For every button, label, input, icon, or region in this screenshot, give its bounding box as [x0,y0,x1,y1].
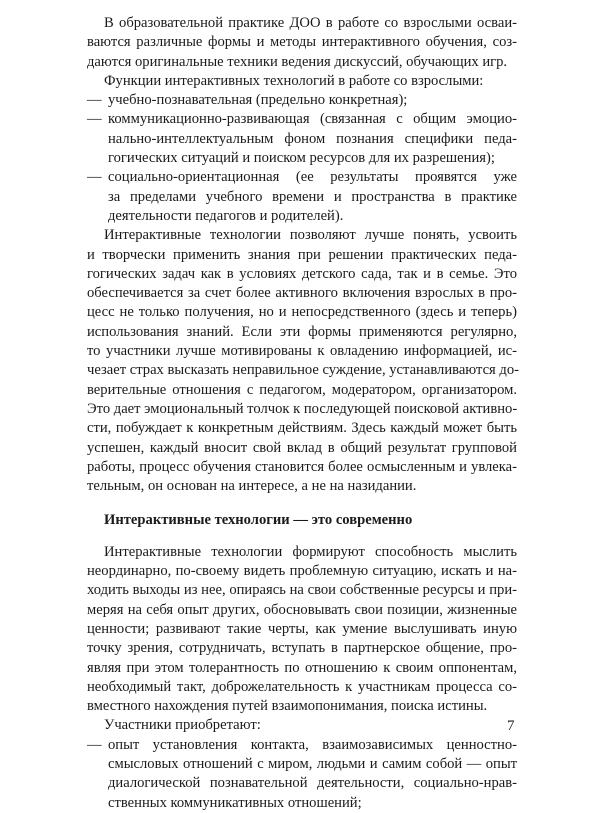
list-item [87,91,517,110]
list-dash: — [87,111,102,128]
text-line: цесс не только получения, но и непосредственного (здесь и теперь) [87,304,517,321]
section-heading: Интерактивные технологии — это современно [104,512,413,529]
text-line: опыт установления контакта, взаимозависимых ценностно- [108,736,517,753]
text-line: сти, побуждает к конкретным действиям. Здесь каждый может быть [87,420,517,437]
text-line: тельным, он основан на интересе, а не на назидании. [87,478,417,495]
text-line: смысловых отношений с миром, людьми и самим собой — опыт [108,755,517,772]
text-line: диалогической познавательной деятельности, социально-нрав- [108,775,517,792]
paragraph [87,72,517,91]
text-line: деятельности педагогов и родителей). [108,207,344,224]
list-item [87,736,517,813]
text-line: ценности; развивают такие черты, как умение выслушивать иную [87,620,517,637]
text-line: являя при этом толерантность по отношению к своим оппонентам, [87,659,517,676]
text-line: необходимый такт, доброжелательность к участникам процесса со- [87,678,517,695]
text-line: гогических задач как в условиях детского сада, так и в семье. Это [87,265,517,282]
text-line: работы, процесс обучения становится более осмысленным и увлека- [87,458,517,475]
text-line: за пределами учебного времени и пространства в практике [108,188,517,205]
text-line: В образовательной практике ДОО в работе со взрослыми осваи- [104,15,517,31]
paragraph [87,226,517,496]
list-item [87,110,517,168]
text-line: ственных коммуникативных отношений; [108,794,362,811]
text-line: обеспечивается за счет более активного включения взрослых в про- [87,285,517,302]
text-line: Функции интерактивных технологий в работе со взрослыми: [104,72,484,89]
text-line: чезает страх высказать неправильное суждение, устанавливаются до- [87,362,519,379]
text-line: учебно-познавательная (предельно конкретная); [108,92,408,109]
text-line: ваются различные формы и методы интерактивного обучения, соз- [87,34,517,51]
text-line: гогических ситуаций и поиском ресурсов для их разрешения); [108,150,495,167]
text-line: Интерактивные технологии позволяют лучше понять, усвоить [104,227,517,244]
text-line: точку зрения, сотрудничать, вступать в партнерское общение, про- [87,640,517,657]
paragraph [87,716,517,735]
paragraph [87,543,517,717]
text-line: то участники лучше мотивированы к овладению информацией, ис- [87,343,517,360]
text-line: ходить выходы из нее, опираясь на свои собственные ресурсы и при- [87,582,517,599]
list-dash: — [87,736,102,753]
page-body [87,14,517,813]
text-line: Это дает эмоциональный толчок к последующей поисковой активно- [87,400,518,417]
text-line: неординарно, по-своему видеть проблемную ситуацию, искать и на- [87,563,517,580]
text-line: Интерактивные технологии формируют способность мыслить [104,543,517,560]
paragraph [87,14,517,72]
text-line: верительные отношения с педагогом, модератором, организатором. [87,381,517,398]
text-line: социально-ориентационная (ее результаты проявятся уже [108,169,517,186]
list-dash: — [87,92,102,109]
text-line: Участники приобретают: [104,717,261,734]
text-line: даются оригинальные техники ведения дискуссий, обучающих игр. [87,53,508,70]
text-line: успешен, каждый вносит свой вклад в общий результат групповой [87,439,517,456]
text-line: и творчески применить знания при решении практических педа- [87,246,517,263]
text-line: коммуникационно-развивающая (связанная с общим эмоцио- [108,111,517,128]
list-dash: — [87,169,102,186]
text-line: нально-интеллектуальным фоном познания специфики педа- [108,130,517,147]
page-number: 7 [507,718,515,734]
list-item [87,168,517,226]
text-line: вместного нахождения путей взаимопонимания, поиска истины. [87,698,488,715]
text-line: меряя на себя опыт других, обосновывать свои позиции, жизненные [87,601,517,618]
text-line: использования знаний. Если эти формы применяются регулярно, [87,323,517,340]
